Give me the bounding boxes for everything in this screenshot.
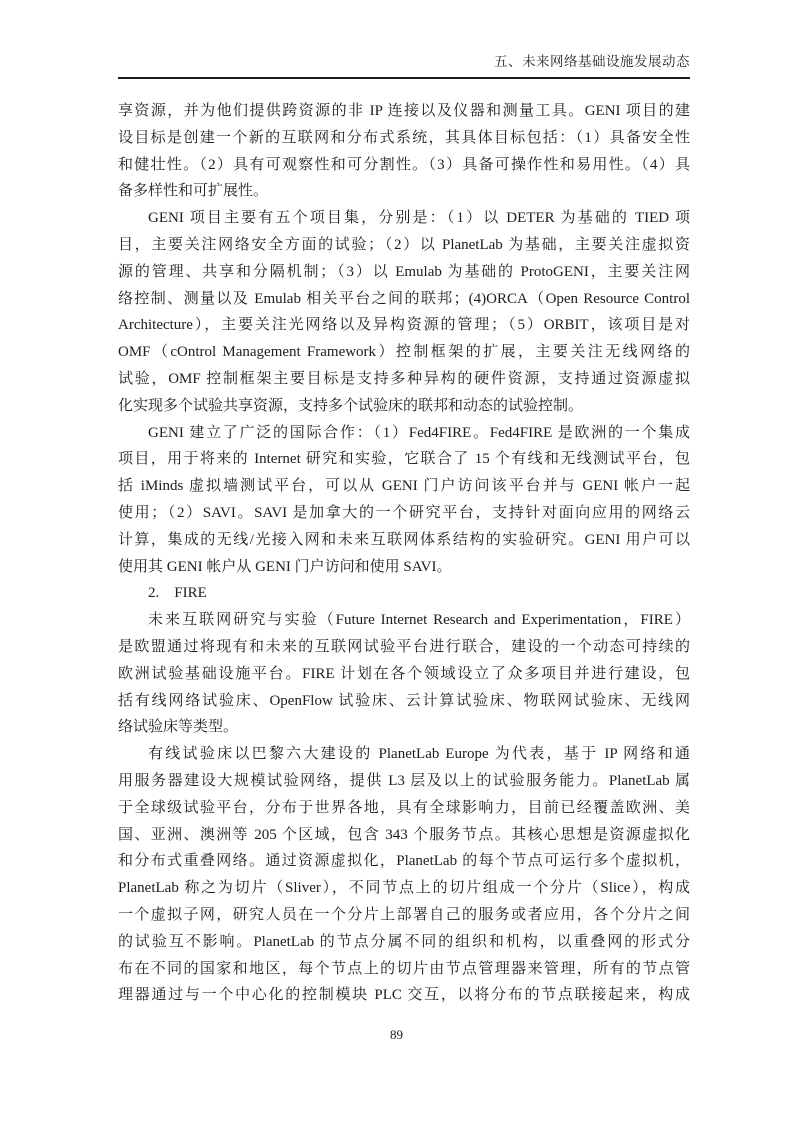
text-line: 试验，OMF 控制框架主要目标是支持多种异构的硬件资源，支持通过资源虚拟 bbox=[118, 370, 690, 387]
text-line: 括 iMinds 虚拟墙测试平台，可以从 GENI 门户访问该平台并与 GENI 帐户一起 bbox=[118, 478, 690, 495]
text-line: 计算，集成的无线/光接入网和未来互联网体系结构的实验研究。GENI 用户可以 bbox=[118, 531, 690, 548]
text-line: 络试验床等类型。 bbox=[118, 719, 239, 736]
text-line: PlanetLab 称之为切片（Sliver），不同节点上的切片组成一个分片（Slice），构成 bbox=[118, 880, 690, 897]
text-line: 未来互联网研究与实验（Future Internet Research and Experimentation，FIRE） bbox=[148, 612, 690, 629]
text-line: 于全球级试验平台，分布于世界各地，具有全球影响力，目前已经覆盖欧洲、美 bbox=[118, 799, 690, 816]
text-line: 欧洲试验基础设施平台。FIRE 计划在各个领域设立了众多项目并进行建设，包 bbox=[118, 665, 690, 682]
text-line: 项目，用于将来的 Internet 研究和实验，它联合了 15 个有线和无线测试平台，包 bbox=[118, 451, 690, 468]
text-line: 目，主要关注网络安全方面的试验；（2）以 PlanetLab 为基础，主要关注虚拟资 bbox=[118, 236, 690, 253]
text-line: 一个虚拟子网，研究人员在一个分片上部署自己的服务或者应用，各个分片之间 bbox=[118, 906, 690, 923]
text-line: 国、亚洲、澳洲等 205 个区域，包含 343 个服务节点。其核心思想是资源虚拟化 bbox=[118, 826, 690, 843]
text-line: 的试验互不影响。PlanetLab 的节点分属不同的组织和机构，以重叠网的形式分 bbox=[118, 933, 690, 950]
text-line: 使用其 GENI 帐户从 GENI 门户访问和使用 SAVI。 bbox=[118, 558, 452, 575]
text-line: 使用；（2）SAVI。SAVI 是加拿大的一个研究平台，支持针对面向应用的网络云 bbox=[118, 504, 690, 521]
page-header bbox=[118, 52, 690, 79]
text-line: OMF（cOntrol Management Framework）控制框架的扩展，主要关注无线网络的 bbox=[118, 344, 690, 361]
text-line: 有线试验床以巴黎六大建设的 PlanetLab Europe 为代表，基于 IP 网络和通 bbox=[148, 746, 690, 763]
text-line: 化实现多个试验共享资源，支持多个试验床的联邦和动态的试验控制。 bbox=[118, 397, 584, 414]
text-line: 和健壮性。（2）具有可观察性和可分割性。（3）具备可操作性和易用性。（4）具 bbox=[118, 156, 690, 173]
text-line: 布在不同的国家和地区，每个节点上的切片由节点管理器来管理，所有的节点管 bbox=[118, 960, 690, 977]
text-line: 络控制、测量以及 Emulab 相关平台之间的联邦；(4)ORCA（Open Resource Control bbox=[118, 290, 690, 307]
text-line: 和分布式重叠网络。通过资源虚拟化，PlanetLab 的每个节点可运行多个虚拟机， bbox=[118, 853, 690, 870]
text-line: 是欧盟通过将现有和未来的互联网试验平台进行联合，建设的一个动态可持续的 bbox=[118, 638, 690, 655]
text-line: 备多样性和可扩展性。 bbox=[118, 183, 269, 200]
text-line: 用服务器建设大规模试验网络，提供 L3 层及以上的试验服务能力。PlanetLab 属 bbox=[118, 772, 690, 789]
text-line: 源的管理、共享和分隔机制；（3）以 Emulab 为基础的 ProtoGENI，主要关注网 bbox=[118, 263, 690, 280]
page-number: 89 bbox=[390, 1027, 403, 1042]
text-line: 2. FIRE bbox=[148, 585, 207, 602]
running-head: 五、未来网络基础设施发展动态 bbox=[494, 54, 690, 69]
text-line: 理器通过与一个中心化的控制模块 PLC 交互，以将分布的节点联接起来，构成 bbox=[118, 987, 690, 1004]
page-footer bbox=[0, 1026, 793, 1043]
text-line: GENI 项目主要有五个项目集，分别是：（1）以 DETER 为基础的 TIED 项 bbox=[148, 210, 690, 227]
document-body bbox=[118, 98, 690, 1009]
text-line: 设目标是创建一个新的互联网和分布式系统，其具体目标包括：（1）具备安全性 bbox=[118, 129, 690, 146]
text-line: 括有线网络试验床、OpenFlow 试验床、云计算试验床、物联网试验床、无线网 bbox=[118, 692, 690, 709]
text-line: Architecture），主要关注光网络以及异构资源的管理；（5）ORBIT，该项目是对 bbox=[118, 317, 690, 334]
text-line: 享资源，并为他们提供跨资源的非 IP 连接以及仪器和测量工具。GENI 项目的建 bbox=[118, 103, 690, 119]
text-line: GENI 建立了广泛的国际合作：（1）Fed4FIRE。Fed4FIRE 是欧洲的一个集成 bbox=[148, 424, 690, 441]
